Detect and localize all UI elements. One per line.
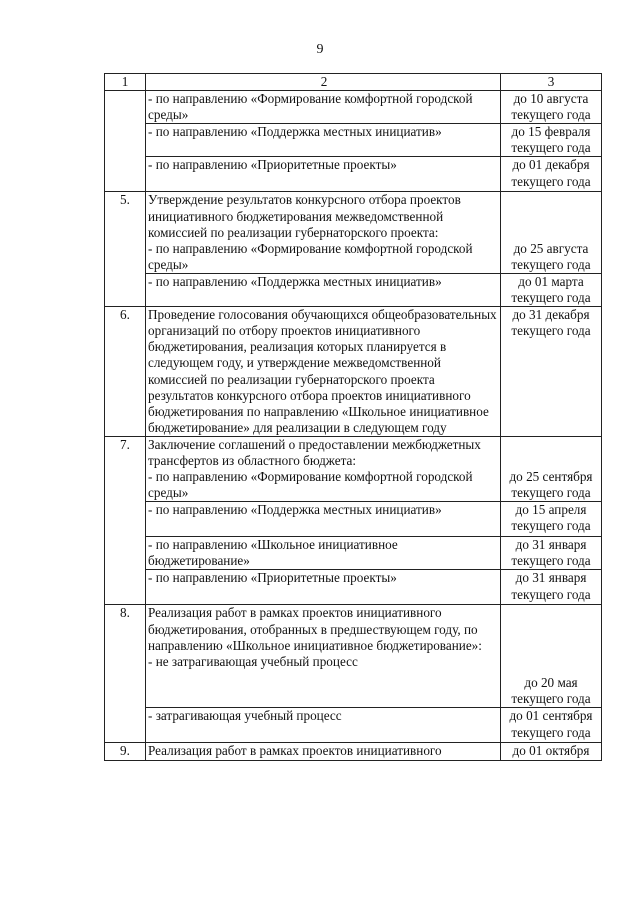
row-number — [105, 124, 146, 157]
row-text: - затрагивающая учебный процесс — [146, 708, 501, 743]
table-row — [105, 157, 602, 192]
table-row — [105, 605, 602, 708]
table-row — [105, 91, 602, 124]
row-text: - по направлению «Поддержка местных инициатив» — [146, 124, 501, 157]
row-number — [105, 91, 146, 124]
header-col-2: 2 — [146, 74, 501, 91]
row-text — [146, 436, 501, 501]
row-text: - по направлению «Поддержка местных инициатив» — [146, 502, 501, 537]
table-row — [105, 708, 602, 743]
row-deadline: до 10 августа текущего года — [501, 91, 602, 124]
header-col-3: 3 — [501, 74, 602, 91]
row-deadline — [501, 436, 602, 501]
row-deadline — [501, 192, 602, 273]
row-deadline: до 15 февраля текущего года — [501, 124, 602, 157]
table-row — [105, 192, 602, 273]
row-text: - по направлению «Школьное инициативное бюджетирование» — [146, 537, 501, 570]
row-intro: Реализация работ в рамках проектов инициативного бюджетирования, отобранных в предшествующем году, по направлению «Школьное инициативное бюджетирование»: — [148, 605, 482, 653]
table-row — [105, 743, 602, 760]
row-text: - по направлению «Формирование комфортной городской среды» — [146, 91, 501, 124]
row-number — [105, 570, 146, 605]
row-deadline: до 01 сентября текущего года — [501, 708, 602, 743]
row-subtext: - не затрагивающая учебный процесс — [148, 653, 358, 669]
row-deadline: до 31 декабря текущего года — [501, 307, 602, 437]
row-number — [105, 537, 146, 570]
row-deadline: до 01 декабря текущего года — [501, 157, 602, 192]
row-deadline: до 15 апреля текущего года — [501, 502, 602, 537]
row-number: 7. — [105, 436, 146, 501]
row-deadline — [501, 605, 602, 708]
schedule-table — [104, 73, 602, 761]
table-row — [105, 307, 602, 437]
row-intro: Заключение соглашений о предоставлении межбюджетных трансфертов из областного бюджета: — [148, 436, 481, 468]
row-number: 6. — [105, 307, 146, 437]
table-row — [105, 273, 602, 306]
row-number: 9. — [105, 743, 146, 760]
table-row — [105, 436, 602, 501]
table-row — [105, 502, 602, 537]
row-number — [105, 708, 146, 743]
row-number — [105, 273, 146, 306]
row-subtext: - по направлению «Формирование комфортной городской среды» — [148, 240, 473, 272]
row-text — [146, 605, 501, 708]
table-row — [105, 537, 602, 570]
table-row — [105, 124, 602, 157]
row-number — [105, 502, 146, 537]
row-deadline-text: до 25 сентября текущего года — [509, 469, 593, 501]
header-col-1: 1 — [105, 74, 146, 91]
table-header-row — [105, 74, 602, 91]
row-number: 5. — [105, 192, 146, 273]
row-number — [105, 157, 146, 192]
row-number: 8. — [105, 605, 146, 708]
row-deadline: до 01 октября — [501, 743, 602, 760]
row-deadline: до 31 января текущего года — [501, 570, 602, 605]
row-deadline: до 31 января текущего года — [501, 537, 602, 570]
row-deadline: до 01 марта текущего года — [501, 273, 602, 306]
page-number: 9 — [316, 42, 324, 57]
row-subtext: - по направлению «Формирование комфортной городской среды» — [148, 469, 473, 501]
row-deadline-text: до 25 августа текущего года — [511, 240, 591, 272]
row-deadline-text: до 20 мая текущего года — [511, 675, 591, 707]
row-text: - по направлению «Приоритетные проекты» — [146, 157, 501, 192]
row-text — [146, 192, 501, 273]
row-text: - по направлению «Поддержка местных инициатив» — [146, 273, 501, 306]
row-text: - по направлению «Приоритетные проекты» — [146, 570, 501, 605]
table-row — [105, 570, 602, 605]
row-text: Реализация работ в рамках проектов инициативного — [146, 743, 501, 760]
row-intro: Утверждение результатов конкурсного отбора проектов инициативного бюджетирования межведомственной комиссией по реализации губернаторского проекта: — [148, 192, 461, 240]
row-text: Проведение голосования обучающихся общеобразовательных организаций по отбору проектов инициативного бюджетирования, реализация которых планируется в следующем году, и утверждение межведомственной комиссией по реализации губернаторского проекта результатов конкурсного отбора проектов инициативного бюджетирования по направлению «Школьное инициативное бюджетирование» для реализации в следующем году — [146, 307, 501, 437]
